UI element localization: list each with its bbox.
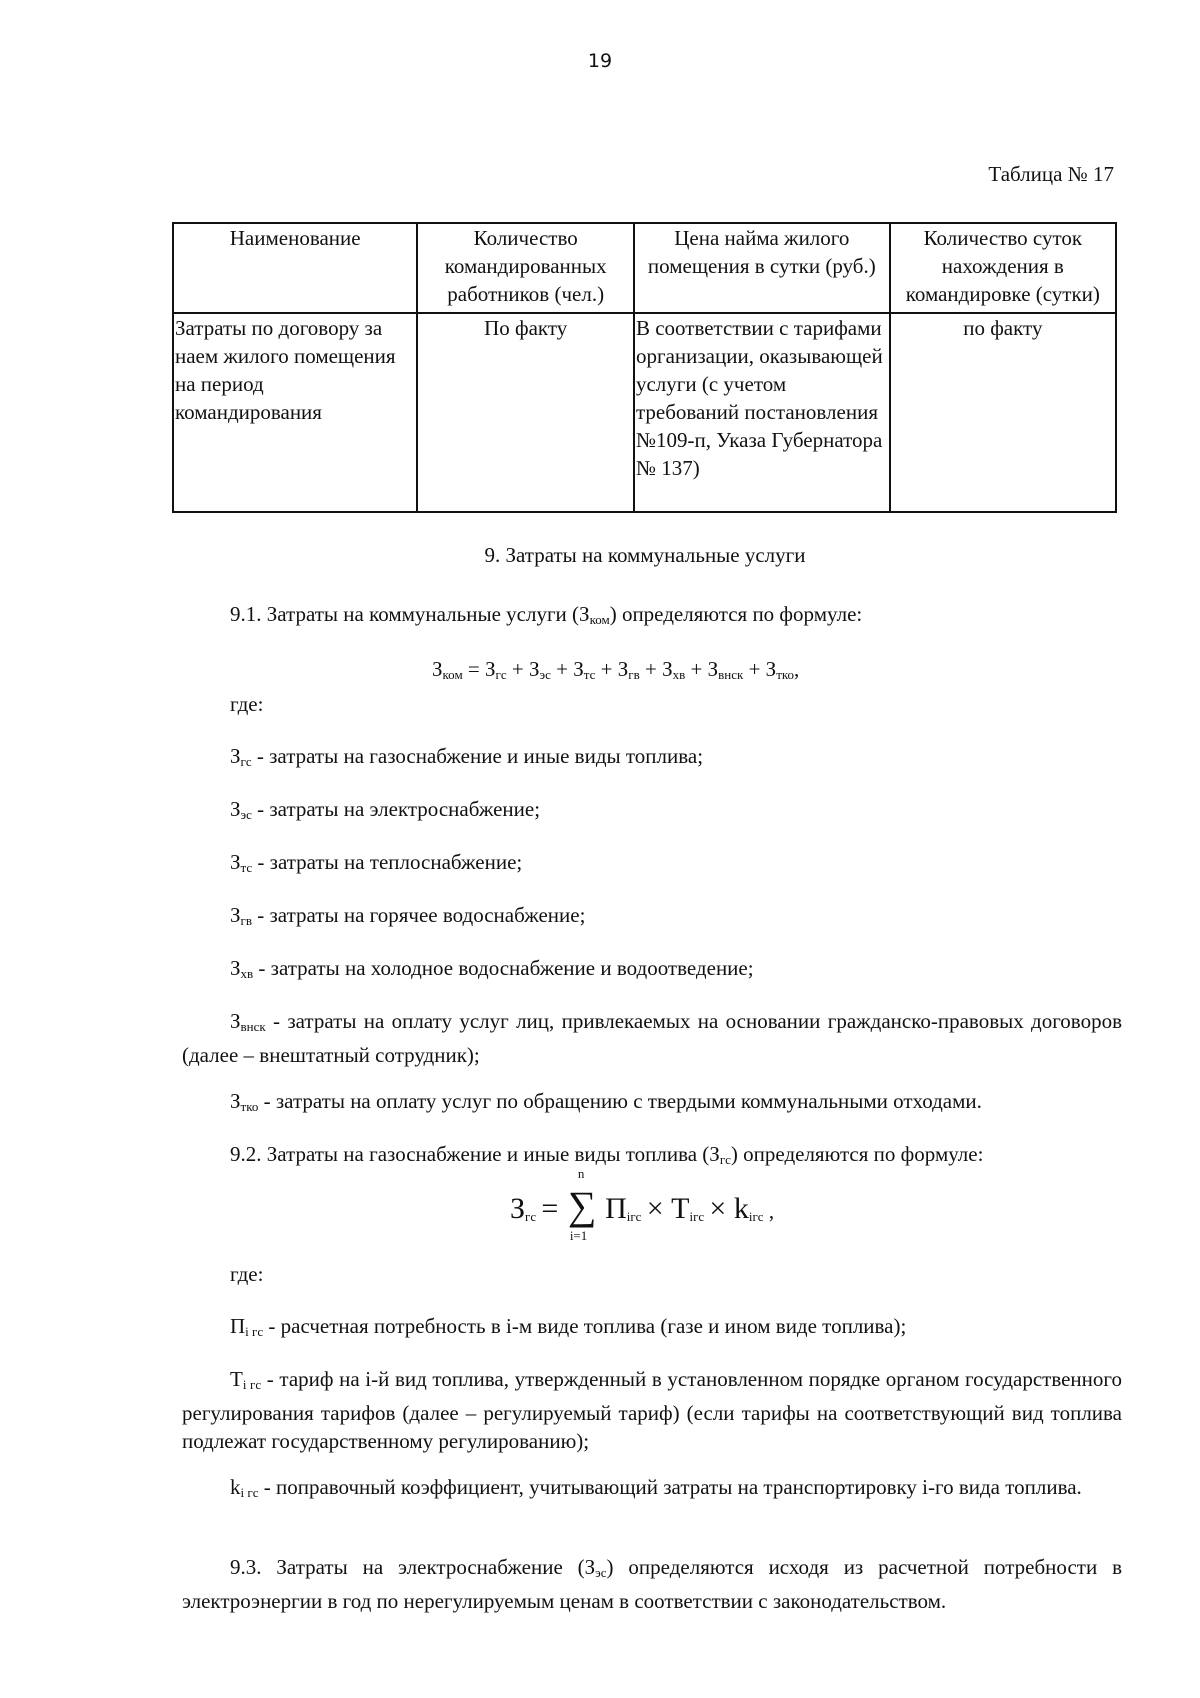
definition-tko: $З_{тко}$ - затраты на оплату услуг по обращению с твердыми коммунальными отходами. <box>230 1089 982 1114</box>
section-heading: 9. Затраты на коммунальные услуги <box>484 543 806 567</box>
table-cell: Затраты по договору за наем жилого помещения на период командирования <box>173 313 417 512</box>
table-cell: В соответствии с тарифами организации, оказывающей услуги (с учетом требований постановления №109-п, Указа Губернатора № 137) <box>634 313 890 512</box>
definition-gv: $З_{гв}$ - затраты на горячее водоснабжение; <box>230 903 586 928</box>
paragraph-9-1: 9.1. Затраты на коммунальные услуги $(З_{ком})$ определяются по формуле: <box>230 602 863 627</box>
page-number: 19 <box>587 50 613 72</box>
formula-total: $З_{ком} = З_{гс} + З_{эс} + З_{тс} + З_{гв} + З_{хв} + З_{внск} + З_{тко}$, <box>432 657 800 682</box>
table-header-cell: Наименование <box>173 223 417 313</box>
table-header-cell: Цена найма жилого помещения в сутки (руб.) <box>634 223 890 313</box>
definition-hv: $З_{хв}$ - затраты на холодное водоснабжение и водоотведение; <box>230 956 754 981</box>
table-cell: По факту <box>417 313 634 512</box>
where-label: где: <box>230 692 264 716</box>
definition-k: $k_{i гс}$ - поправочный коэффициент, учитывающий затраты на транспортировку i-го вида топлива. <box>230 1475 1082 1500</box>
table-cell: по факту <box>890 313 1116 512</box>
paragraph-9-3: 9.3. Затраты на электроснабжение $(З_{эс})$ определяются исходя из расчетной потребности в электроэнергии в год по нерегулируемым ценам в соответствии с законодательством. <box>182 1555 1122 1613</box>
definition-gs: $З_{гс}$ - затраты на газоснабжение и иные виды топлива; <box>230 744 704 769</box>
formula-gas: $З_{гс}$ = n ∑ i=1 $П_{iгс} \times Т_{iгс} \times k_{iгс}$ , <box>510 1166 775 1243</box>
table-row <box>173 313 1116 512</box>
definition-ts: $З_{тс}$ - затраты на теплоснабжение; <box>230 850 523 875</box>
table-caption: Таблица № 17 <box>988 162 1114 186</box>
table-header-row <box>173 223 1116 313</box>
table-header-cell: Количество суток нахождения в командировке (сутки) <box>890 223 1116 313</box>
where-label-2: где: <box>230 1262 264 1286</box>
sum-symbol: n ∑ i=1 <box>567 1166 597 1243</box>
table-17 <box>172 222 1117 513</box>
paragraph-9-2: 9.2. Затраты на газоснабжение и иные виды топлива $(З_{гс})$ определяются по формуле: <box>230 1142 984 1167</box>
table-header-cell: Количество командированных работников (чел.) <box>417 223 634 313</box>
definition-p: $П_{i гс}$ - расчетная потребность в i-м виде топлива (газе и ином виде топлива); <box>230 1314 907 1339</box>
definition-vnsk: $З_{внск}$ - затраты на оплату услуг лиц, привлекаемых на основании гражданско-правовых договоров (далее – внештатный сотрудник); <box>182 1009 1122 1067</box>
definition-es: $З_{эс}$ - затраты на электроснабжение; <box>230 797 541 822</box>
definition-t: $Т_{i гс}$ - тариф на i-й вид топлива, утвержденный в установленном порядке органом государственного регулирования тарифов (далее – регулируемый тариф) (если тарифы на соответствующий вид топлива подлежат государственному регулированию); <box>182 1367 1123 1453</box>
